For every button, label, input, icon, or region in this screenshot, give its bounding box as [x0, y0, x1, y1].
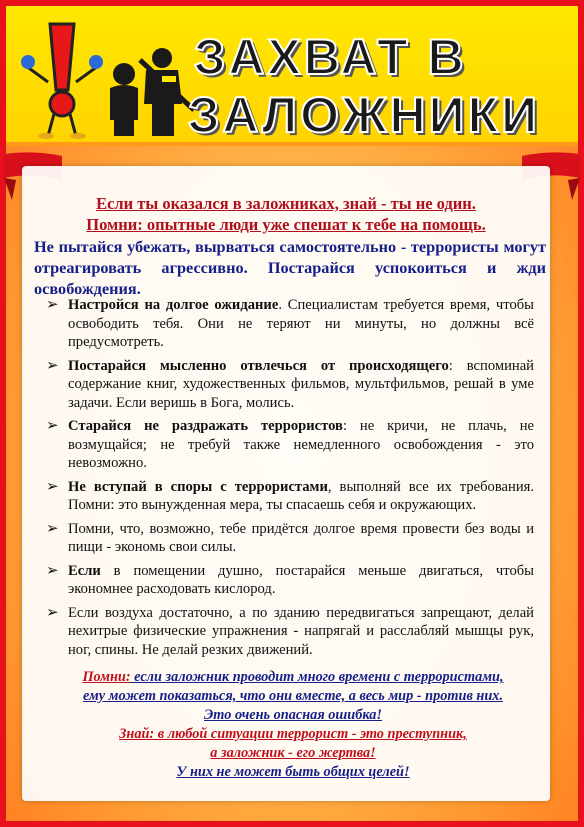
footer-label: Помни: [82, 669, 131, 685]
footer-line-4: Знай: в любой ситуации террорист - это преступник, [119, 726, 467, 742]
arrow-bullet-icon: ➢ [46, 418, 59, 434]
title-line-1: ЗАХВАТ В [194, 29, 467, 85]
arrow-bullet-icon: ➢ [46, 562, 59, 579]
tip-item: ➢ Настройся на долгое ожидание. Специалистам требуется время, чтобы освободить тебя. Они не теряют ни минуты, но должны всё предусмотреть. [46, 297, 534, 350]
tip-item: ➢ Помни, что, возможно, тебе придётся долгое время провести без воды и пищи - экономь свои силы. [46, 520, 534, 555]
tip-item: ➢ Старайся не раздражать террористов: не кричи, не плачь, не возмущайся; не требуй также немедленного освобождения - это невозможно. [46, 418, 534, 471]
intro-line-1: Если ты оказался в заложниках, знай - ты не один. [96, 194, 476, 213]
tips-list [46, 296, 534, 664]
title-line-2: ЗАЛОЖНИКИ [188, 87, 541, 143]
tip-item: ➢ Не вступай в споры с террористами, выполняй все их требования. Помни: это вынужденная мера, ты спасаешь себя и окружающих. [46, 478, 534, 513]
footer-line-2: ему может показаться, что они вместе, а весь мир - против них. [82, 688, 504, 704]
hostage-and-terrorist-icon [104, 46, 200, 143]
arrow-bullet-icon: ➢ [46, 357, 59, 374]
arrow-bullet-icon: ➢ [46, 520, 59, 537]
header-banner [6, 6, 578, 146]
intro-line-2: Помни: опытные люди уже спешат к тебе на помощь. [86, 215, 486, 234]
lead-paragraph: Не пытайся убежать, вырваться самостоятельно - террористы могут отреагировать агрессивно. Постарайся успокоиться и жди освобождения. [34, 237, 546, 298]
tip-item: ➢ Если воздуха достаточно, а по зданию передвигаться запрещают, делай нехитрые физические упражнения - напрягай и расслабляй мышцы рук, ног, спины. Не делай резких движений. [46, 604, 534, 658]
arrow-bullet-icon: ➢ [46, 478, 59, 495]
footer-line-6: У них не может быть общих целей! [176, 764, 410, 780]
arrow-bullet-icon: ➢ [46, 297, 59, 313]
page-title [188, 28, 574, 144]
footer-line-1: если заложник проводит много времени с террористами, [130, 669, 504, 685]
footer-line-5: а заложник - его жертва! [210, 745, 376, 761]
arrow-bullet-icon: ➢ [46, 604, 59, 621]
exclamation-figure-icon [20, 20, 104, 145]
footer-warning [32, 668, 554, 782]
tip-item: ➢ Постарайся мысленно отвлечься от происходящего: вспоминай содержание книг, художественных фильмов, мультфильмов, решай в уме задачи. Если веришь в Бога, молись. [46, 357, 534, 411]
footer-line-3: Это очень опасная ошибка! [204, 707, 382, 723]
tip-item: ➢ Если в помещении душно, постарайся меньше двигаться, чтобы экономнее расходовать кислород. [46, 562, 534, 597]
